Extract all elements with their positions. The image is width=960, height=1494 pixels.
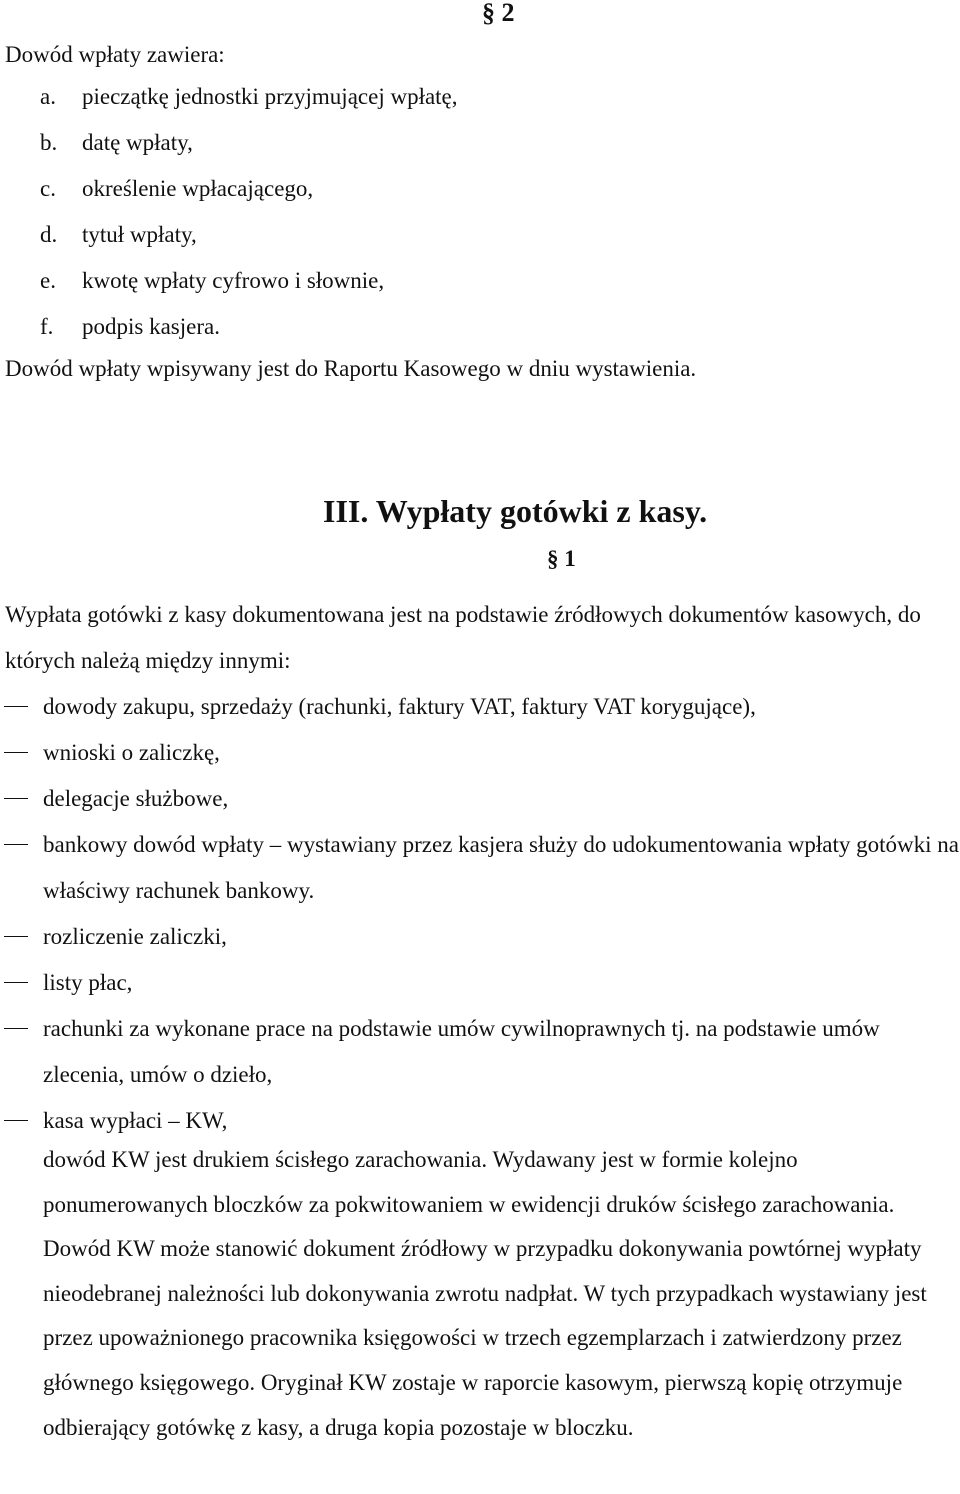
- list-item: [0, 684, 960, 730]
- list-marker: f.: [40, 314, 54, 339]
- receipt-contents-list: [40, 84, 458, 360]
- list-item: [0, 776, 960, 822]
- section-number-1: § 1: [547, 546, 576, 571]
- list-item: [40, 176, 458, 222]
- list-item-text: listy płac,: [43, 970, 133, 995]
- dash-bullet-icon: [4, 1028, 28, 1029]
- dash-bullet-icon: [4, 844, 28, 845]
- dash-bullet-icon: [4, 706, 28, 707]
- intro-paragraph: Wypłata gotówki z kasy dokumentowana jest na podstawie źródłowych dokumentów kasowych, do których należą między innymi:: [5, 602, 921, 673]
- kw-description: dowód KW jest drukiem ścisłego zarachowania. Wydawany jest w formie kolejno ponumerowanych bloczków za pokwitowaniem w ewidencji druków ścisłego zarachowania. Dowód KW może stanowić dokument źródłowy w przypadku dokonywania powtórnej wypłaty nieodebranej należności lub dokonywania zwrotu nadpłat. W tych przypadkach wystawiany jest przez upoważnionego pracownika księgowości w trzech egzemplarzach i zatwierdzony przez głównego księgowego. Oryginał KW zostaje w raporcie kasowym, pierwszą kopię otrzymuje odbierający gotówkę z kasy, a druga kopia pozostaje w bloczku.: [43, 1147, 927, 1440]
- list-item-text: delegacje służbowe,: [43, 786, 229, 811]
- list-item-text: rozliczenie zaliczki,: [43, 924, 227, 949]
- intro-text: Dowód wpłaty zawiera:: [5, 42, 225, 67]
- list-item: [40, 130, 458, 176]
- section-number-2: § 2: [482, 0, 515, 27]
- source-documents-list: [0, 684, 960, 1144]
- dash-bullet-icon: [4, 1120, 28, 1121]
- list-item: [0, 914, 960, 960]
- list-item: [0, 822, 960, 914]
- dash-bullet-icon: [4, 798, 28, 799]
- list-item: [40, 84, 458, 130]
- list-marker: e.: [40, 268, 56, 293]
- dash-bullet-icon: [4, 982, 28, 983]
- list-item: [0, 1006, 960, 1098]
- list-item-text: wnioski o zaliczkę,: [43, 740, 220, 765]
- list-item-text: tytuł wpłaty,: [82, 222, 197, 247]
- list-item: [40, 314, 458, 360]
- list-item-text: bankowy dowód wpłaty – wystawiany przez kasjera służy do udokumentowania wpłaty gotówki na właściwy rachunek bankowy.: [43, 832, 959, 903]
- list-item-text: dowody zakupu, sprzedaży (rachunki, faktury VAT, faktury VAT korygujące),: [43, 694, 756, 719]
- list-marker: b.: [40, 130, 58, 155]
- list-item: [40, 222, 458, 268]
- list-item-text: określenie wpłacającego,: [82, 176, 314, 201]
- list-marker: c.: [40, 176, 56, 201]
- list-marker: d.: [40, 222, 58, 247]
- list-item-text: pieczątkę jednostki przyjmującej wpłatę,: [82, 84, 458, 109]
- list-item-text: podpis kasjera.: [82, 314, 220, 339]
- dash-bullet-icon: [4, 936, 28, 937]
- registration-text: Dowód wpłaty wpisywany jest do Raportu Kasowego w dniu wystawienia.: [5, 356, 697, 381]
- list-item-text: kwotę wpłaty cyfrowo i słownie,: [82, 268, 385, 293]
- list-item-text: rachunki za wykonane prace na podstawie umów cywilnoprawnych tj. na podstawie umów zlecenia, umów o dzieło,: [43, 1016, 880, 1087]
- list-item: [0, 730, 960, 776]
- list-marker: a.: [40, 84, 56, 109]
- dash-bullet-icon: [4, 752, 28, 753]
- chapter-heading: III. Wypłaty gotówki z kasy.: [323, 493, 708, 529]
- list-item: [40, 268, 458, 314]
- list-item-text: kasa wypłaci – KW,: [43, 1108, 228, 1133]
- list-item-text: datę wpłaty,: [82, 130, 193, 155]
- list-item: [0, 960, 960, 1006]
